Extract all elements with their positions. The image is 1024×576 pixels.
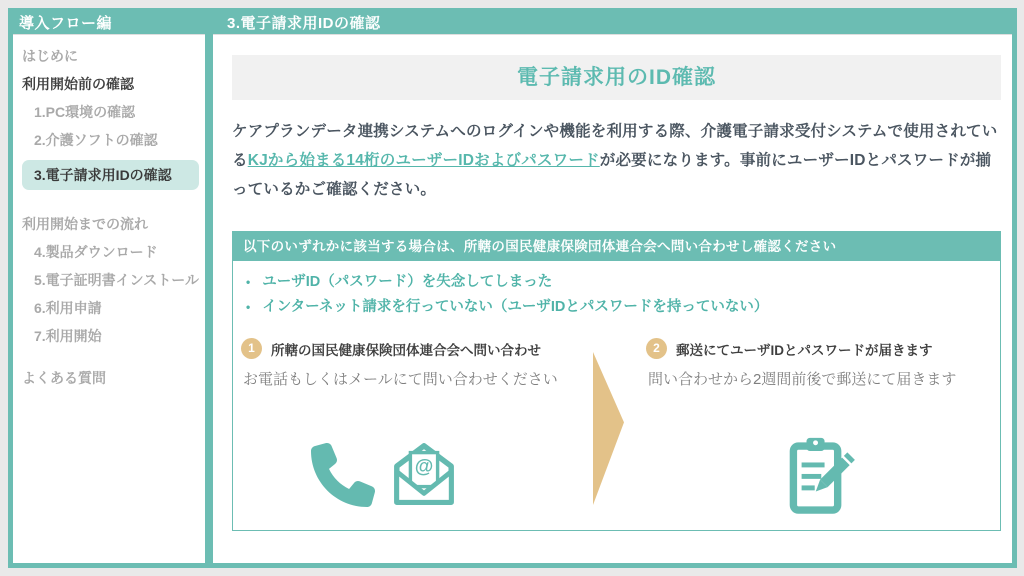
contact-info-box [232, 231, 1001, 531]
arrow-right-icon [593, 352, 624, 505]
sidebar-nav [13, 34, 205, 563]
condition-item: • インターネット請求を行っていない（ユーザIDとパスワードを持っていない） [246, 295, 988, 320]
condition-item: • ユーザID（パスワード）を失念してしまった [246, 270, 988, 295]
sidebar-item-intro[interactable]: はじめに [22, 48, 78, 64]
intro-paragraph [232, 117, 1001, 204]
section-title-banner: 電子請求用のID確認 [232, 55, 1001, 100]
page-title: 3.電子請求用IDの確認 [227, 15, 381, 32]
phone-icon [311, 443, 375, 507]
step-2-number-badge: 2 [646, 338, 667, 359]
sidebar-item-start[interactable]: 7.利用開始 [34, 328, 102, 344]
step-2-description: 問い合わせから2週間前後で郵送にて届きます [648, 371, 957, 388]
intro-text-before: ケアプランデータ連携システムへのログインや機能を利用する際、介護電子請求受付システムで使用されている [232, 123, 998, 169]
intro-text-after: が必要になります。事前にユーザーIDとパスワードが揃っているかご確認ください。 [232, 152, 992, 198]
sidebar-item-flow-section[interactable]: 利用開始までの流れ [22, 216, 148, 232]
step-1-icons [311, 439, 459, 507]
info-box-header: 以下のいずれかに該当する場合は、所轄の国民健康保険団体連合会へ問い合わせし確認ください [233, 232, 1000, 261]
email-at-symbol: @ [414, 456, 434, 478]
sidebar-item-faq[interactable]: よくある質問 [22, 370, 106, 386]
step-1 [241, 338, 558, 389]
main-content [213, 34, 1012, 563]
step-2 [646, 338, 956, 389]
sidebar-item-billing-id-check[interactable]: 3.電子請求用IDの確認 [22, 160, 199, 190]
sidebar-item-precheck-section[interactable]: 利用開始前の確認 [22, 76, 134, 92]
sidebar-item-software-check[interactable]: 2.介護ソフトの確認 [34, 132, 158, 148]
page-frame [8, 8, 1017, 568]
step-1-title: 所轄の国民健康保険団体連合会へ問い合わせ [271, 342, 541, 358]
sidebar-item-pc-check[interactable]: 1.PC環境の確認 [34, 104, 136, 120]
sidebar-item-certificate[interactable]: 5.電子証明書インストール [34, 272, 199, 288]
step-1-number-badge: 1 [241, 338, 262, 359]
sidebar-item-download[interactable]: 4.製品ダウンロード [34, 244, 158, 260]
email-icon [389, 439, 459, 507]
clipboard-pencil-icon [777, 432, 859, 520]
step-2-title: 郵送にてユーザIDとパスワードが届きます [676, 342, 933, 358]
top-bar [13, 13, 1012, 34]
step-1-description: お電話もしくはメールにて問い合わせください [243, 371, 558, 388]
sidebar-item-application[interactable]: 6.利用申請 [34, 300, 102, 316]
sidebar-header-title: 導入フロー編 [19, 15, 113, 32]
condition-list [233, 261, 1000, 320]
user-id-password-link[interactable]: KJから始まる14桁のユーザーIDおよびパスワード [247, 152, 600, 169]
